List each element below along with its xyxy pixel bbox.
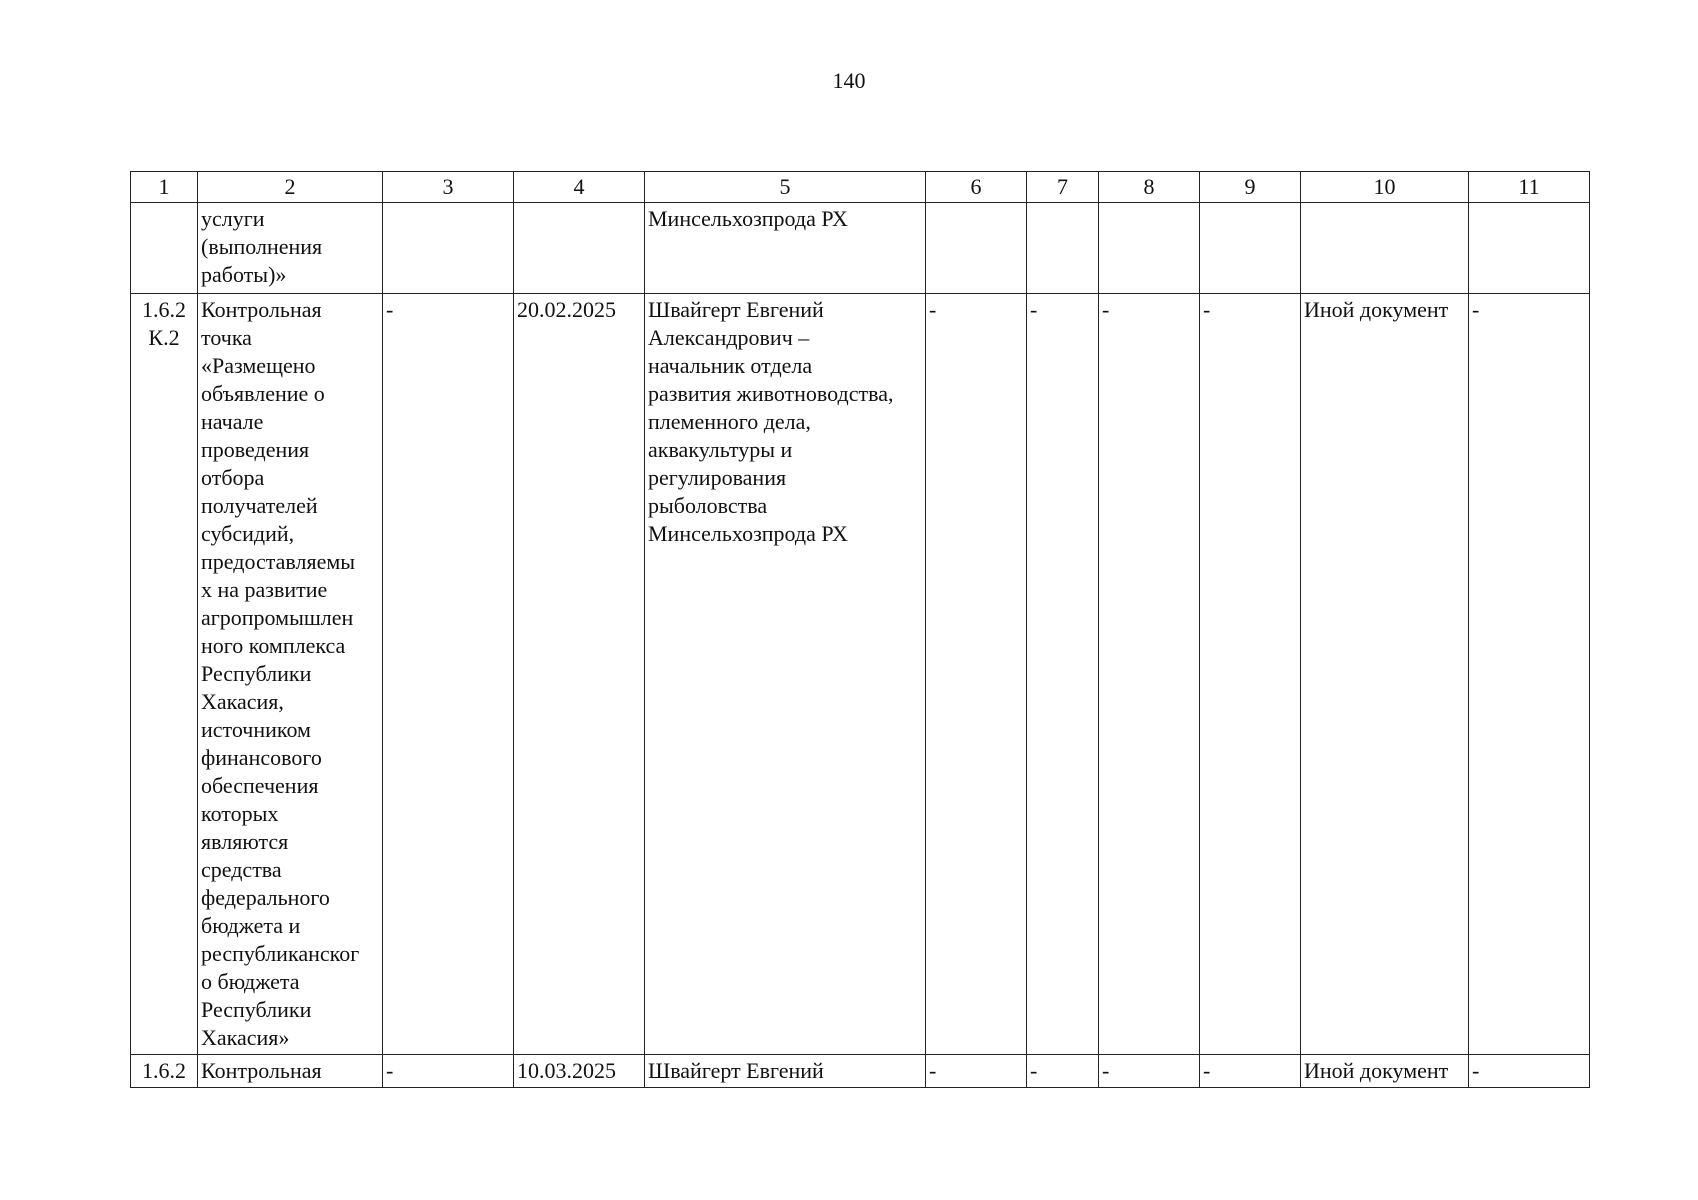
cell-number <box>131 203 198 294</box>
cell-description: услуги (выполнения работы)» <box>198 203 383 294</box>
header-cell: 3 <box>383 172 514 203</box>
table-row <box>131 294 1590 1055</box>
page-number: 140 <box>832 68 866 93</box>
cell-col11: - <box>1469 294 1590 1055</box>
cell-col7: - <box>1027 1055 1099 1088</box>
cell-col9: - <box>1200 294 1301 1055</box>
cell-responsible: Швайгерт Евгений <box>645 1055 926 1088</box>
cell-col8: - <box>1099 1055 1200 1088</box>
cell-date <box>514 203 645 294</box>
header-cell: 5 <box>645 172 926 203</box>
header-cell: 2 <box>198 172 383 203</box>
header-cell: 10 <box>1301 172 1469 203</box>
cell-col7 <box>1027 203 1099 294</box>
cell-description: Контрольная точка «Размещено объявление о начале проведения отбора получателей субсидий, предоставляемы х на развитие агропромышлен ного комплекса Республики Хакасия, источником финансового обеспечения которых являются средства федерального бюджета и республиканског о бюджета Республики Хакасия» <box>198 294 383 1055</box>
cell-date: 20.02.2025 <box>514 294 645 1055</box>
cell-document-type <box>1301 203 1469 294</box>
cell-col3 <box>383 203 514 294</box>
cell-date: 10.03.2025 <box>514 1055 645 1088</box>
cell-col9 <box>1200 203 1301 294</box>
cell-col6: - <box>926 294 1027 1055</box>
cell-col8 <box>1099 203 1200 294</box>
cell-col3: - <box>383 1055 514 1088</box>
cell-document-type: Иной документ <box>1301 1055 1469 1088</box>
cell-col8: - <box>1099 294 1200 1055</box>
cell-responsible: Швайгерт Евгений Александрович – начальник отдела развития животноводства, племенного дела, аквакультуры и регулирования рыболовства Минсельхозпрода РХ <box>645 294 926 1055</box>
cell-description: Контрольная <box>198 1055 383 1088</box>
cell-number: 1.6.2 <box>131 1055 198 1088</box>
header-cell: 6 <box>926 172 1027 203</box>
cell-col11: - <box>1469 1055 1590 1088</box>
table-row <box>131 203 1590 294</box>
header-cell: 8 <box>1099 172 1200 203</box>
table-header-row <box>131 172 1590 203</box>
cell-col6: - <box>926 1055 1027 1088</box>
cell-col7: - <box>1027 294 1099 1055</box>
header-cell: 11 <box>1469 172 1590 203</box>
cell-col9: - <box>1200 1055 1301 1088</box>
cell-col6 <box>926 203 1027 294</box>
cell-col3: - <box>383 294 514 1055</box>
header-cell: 7 <box>1027 172 1099 203</box>
table-row <box>131 1055 1590 1088</box>
cell-number: 1.6.2 К.2 <box>131 294 198 1055</box>
header-cell: 1 <box>131 172 198 203</box>
cell-col11 <box>1469 203 1590 294</box>
header-cell: 9 <box>1200 172 1301 203</box>
document-table <box>130 171 1590 1088</box>
cell-responsible: Минсельхозпрода РХ <box>645 203 926 294</box>
header-cell: 4 <box>514 172 645 203</box>
cell-document-type: Иной документ <box>1301 294 1469 1055</box>
